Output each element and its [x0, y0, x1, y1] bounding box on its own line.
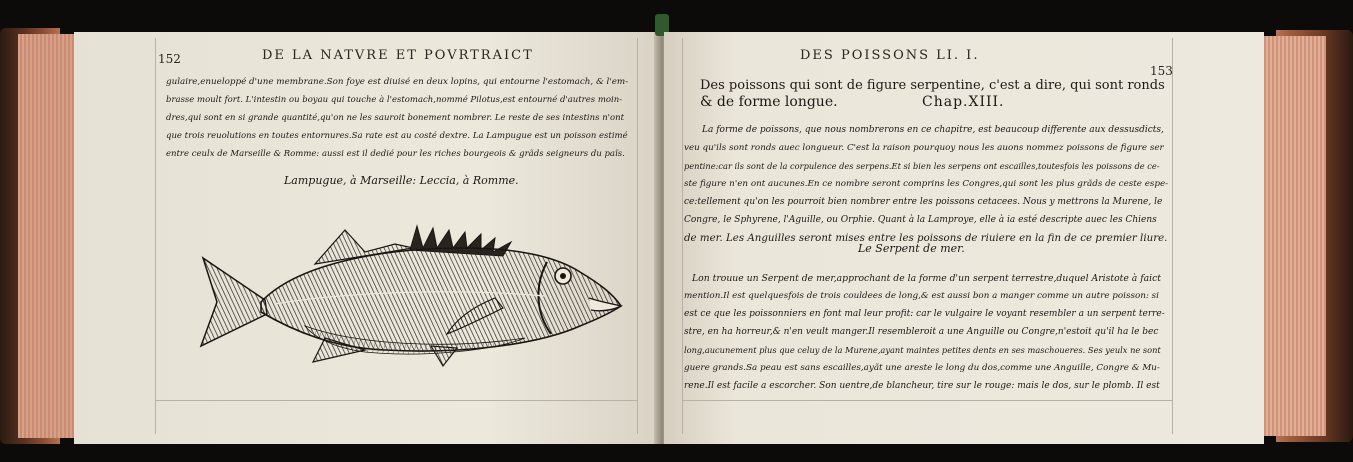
- chapter-title: Des poissons qui sont de figure serpentine, c'est a dire, qui sont ronds: [700, 78, 1165, 93]
- right-body-line: ste figure n'en ont aucunes.En ce nombre seront comprins les Congres,qui sont les plus grãds de ceste espe-: [684, 179, 1169, 189]
- page-edges-left: [18, 34, 74, 438]
- right-inner-rule: [682, 38, 683, 434]
- right-bottom-rule: [682, 400, 1172, 401]
- right-body-line: de mer. Les Anguilles seront mises entre les poissons de riuiere en la fin de ce premier liure.: [684, 232, 1168, 244]
- left-body-line: dres,qui sont en si grande quantité,qu'on ne les sauroit bonement nombrer. Le reste de ses intestins n'ont: [166, 113, 625, 123]
- right-margin-rule: [1172, 38, 1173, 434]
- left-body-line: que trois reuolutions en toutes entornures.Sa rate est au costé dextre. La Lampugue est un poisson estimé: [166, 131, 628, 141]
- section-body-line: guere grands.Sa peau est sans escailles,ayãt une areste le long du dos,comme une Anguille, Congre & Mu-: [684, 363, 1160, 373]
- right-body-line: ce:tellement qu'on les pourroit bien nombrer entre les poissons cetacees. Nous y mettrons la Murene, le: [684, 197, 1163, 207]
- left-bottom-rule: [155, 400, 637, 401]
- left-running-head: DE LA NATVRE ET POVRTRAICT: [262, 48, 534, 63]
- right-body-line: pentine:car ils sont de la corpulence des serpens.Et si bien les serpens ont escailles,toutesfois les poissons de ce-: [684, 161, 1160, 171]
- section-body-line: long,aucunement plus que celuy de la Murene,ayant maintes petites dents en ses maschoueres. Ses yeulx ne sont: [684, 345, 1161, 355]
- chapter-title-continued: & de forme longue.: [700, 94, 838, 110]
- right-page-number: 153: [1150, 64, 1173, 78]
- left-body-line: brasse moult fort. L'intestin ou boyau qui touche à l'estomach,nommé Pilotus,est entourné d'autres moin-: [166, 95, 623, 105]
- right-body-line: La forme de poissons, que nous nombrerons en ce chapitre, est beaucoup differente aux dessusdicts,: [702, 125, 1164, 135]
- right-body-line: veu qu'ils sont ronds auec longueur. C'est la raison pourquoy nous les auons nommez poissons de figure ser: [684, 143, 1164, 153]
- section-body-line: rene.Il est facile a escorcher. Son uentre,de blancheur, tire sur le rouge: mais le dos, sur le plomb. Il est: [684, 381, 1160, 391]
- section-body-line: mention.Il est quelquesfois de trois couldees de long,& est aussi bon a manger comme un autre poisson: si: [684, 291, 1159, 301]
- chapter-label: Chap.XIII.: [922, 94, 1005, 110]
- figure-caption: Lampugue, à Marseille: Leccia, à Romme.: [284, 174, 519, 187]
- left-body-line: entre ceulx de Marseille & Romme: aussi est il dedié pour les riches bourgeois & grãds seigneurs du païs.: [166, 149, 625, 159]
- right-running-head: DES POISSONS LI. I.: [800, 48, 980, 63]
- left-body-line: gulaire,enueloppé d'une membrane.Son foye est diuisé en deux lopins, qui entourne l'estomach, & l'em-: [166, 77, 629, 87]
- page-edges-right: [1262, 36, 1326, 436]
- left-margin-rule: [155, 38, 156, 434]
- right-body-line: Congre, le Sphyrene, l'Aguille, ou Orphie. Quant à la Lamproye, elle à ia esté descripte auec les Chiens: [684, 215, 1157, 225]
- section-body-line: stre, en ha horreur,& n'en veult manger.Il resembleroit a une Anguille ou Congre,n'estoit qu'il ha le bec: [684, 327, 1159, 337]
- fish-woodcut-illustration: [195, 222, 625, 368]
- section-body-line: Lon trouue un Serpent de mer,approchant de la forme d'un serpent terrestre,duquel Aristote à faict: [692, 273, 1162, 284]
- left-inner-rule: [637, 38, 638, 434]
- left-page-number: 152: [158, 52, 181, 66]
- section-body-line: est ce que les poissonniers en font mal leur profit: car le vulgaire le voyant resembler a un serpent terre-: [684, 309, 1165, 319]
- section-title: Le Serpent de mer.: [858, 242, 965, 255]
